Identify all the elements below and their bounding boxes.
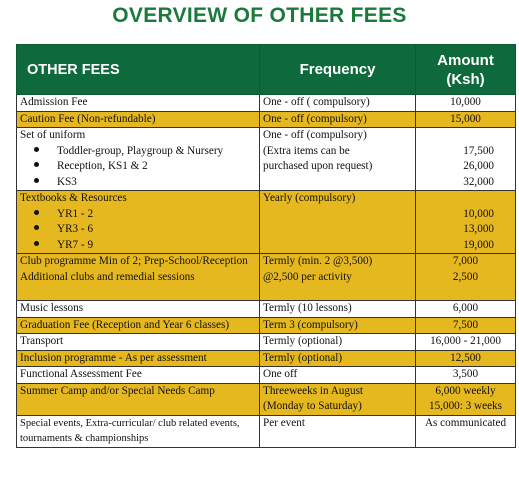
fee-frequency: Termly (optional) [260,350,416,367]
table-row-admission [17,95,516,112]
header-frequency: Frequency [260,45,416,95]
table-row-club [17,254,516,301]
bullet-icon [34,225,39,230]
table-row-functional [17,367,516,384]
header-row [17,45,516,95]
fee-name: Functional Assessment Fee [17,367,260,384]
bullet-icon [34,210,39,215]
fee-name: Admission Fee [17,95,260,112]
fee-frequency: Termly (min. 2 @3,500) [263,255,373,267]
fee-name-cell [17,254,260,301]
fee-amount-cell [416,383,516,415]
fee-amount: 13,000 [463,223,494,235]
fee-name: Music lessons [17,301,260,318]
fee-frequency: Termly (optional) [260,334,416,351]
fee-amount-cell [416,254,516,301]
fee-amount: 6,000 [416,301,516,318]
fee-amount: 17,500 [463,144,494,157]
fees-table [16,44,516,448]
fee-amount: 26,000 [463,160,494,172]
page-title: OVERVIEW OF OTHER FEES [112,4,407,27]
header-amount-line1: Amount [437,51,494,69]
table-row-transport [17,334,516,351]
table-row-summer [17,383,516,415]
fee-name: Additional clubs and remedial sessions [20,270,195,283]
fee-amount-cell [416,128,516,191]
fee-frequency: @2,500 per activity [263,270,352,283]
fee-amount: 2,500 [452,270,479,283]
fee-name: tournaments & championships [20,433,149,444]
fee-name: Transport [17,334,260,351]
fee-name: Summer Camp and/or Special Needs Camp [17,383,260,415]
fee-amount: As communicated [416,415,516,447]
fee-frequency-cell [260,254,416,301]
list-item: YR7 - 9 [20,238,256,254]
list-item: KS3 [20,175,256,191]
fee-frequency: Threeweeks in August [263,384,364,397]
table-row-special-events [17,415,516,447]
fee-name-cell [17,415,260,447]
fee-amount: 10,000 [416,95,516,112]
fee-name: Inclusion programme - As per assessment [17,350,260,367]
fee-amount: 10,000 [463,207,494,220]
fee-amount: 12,500 [416,350,516,367]
fee-amount-cell [416,191,516,254]
fee-name: Club programme Min of 2; Prep-School/Reception [20,255,248,267]
list-item: YR1 - 2 [20,207,256,223]
table-row-textbooks [17,191,516,254]
fee-frequency-note: purchased upon request) [263,160,373,172]
fee-frequency: Termly (10 lessons) [260,301,416,318]
fee-frequency: Yearly (compulsory) [260,191,416,254]
fee-frequency-cell [260,128,416,191]
fee-name: Set of uniform [20,129,86,141]
fee-frequency: One off [260,367,416,384]
fee-amount: 32,000 [463,175,494,188]
fee-frequency-cell [260,383,416,415]
list-item: Toddler-group, Playgroup & Nursery [20,144,256,160]
fee-amount: 16,000 - 21,000 [416,334,516,351]
fee-amount: 19,000 [463,238,494,251]
fee-frequency-note: (Extra items can be [263,144,350,157]
fee-frequency: Term 3 (compulsory) [260,317,416,334]
bullet-icon [34,147,39,152]
fee-amount: 3,500 [416,367,516,384]
fee-name-cell [17,128,260,191]
bullet-icon [34,162,39,167]
table-row-caution [17,111,516,128]
fee-name: Caution Fee (Non-refundable) [17,111,260,128]
header-other-fees: OTHER FEES [17,45,260,95]
header-amount-line2: (Ksh) [446,70,485,88]
fee-amount: 6,000 weekly [435,384,496,397]
fee-name-cell [17,191,260,254]
fee-name: Special events, Extra-curricular/ club related events, [20,417,240,429]
fee-amount: 7,500 [416,317,516,334]
bullet-icon [34,178,39,183]
fee-frequency: One - off (compulsory) [263,129,367,141]
bullet-icon [34,241,39,246]
fee-frequency: One - off ( compulsory) [260,95,416,112]
fee-frequency: Per event [260,415,416,447]
table-row-inclusion [17,350,516,367]
table-row-music [17,301,516,318]
fee-frequency: (Monday to Saturday) [263,400,362,412]
list-item: Reception, KS1 & 2 [20,159,256,175]
header-amount [416,45,516,95]
table-row-graduation [17,317,516,334]
fee-amount: 7,000 [452,255,479,267]
list-item: YR3 - 6 [20,222,256,238]
fee-name: Graduation Fee (Reception and Year 6 classes) [17,317,260,334]
fee-amount: 15,000: 3 weeks [428,400,503,412]
table-row-uniform [17,128,516,191]
fee-frequency: One - off (compulsory) [260,111,416,128]
fee-amount: 15,000 [416,111,516,128]
fee-name: Textbooks & Resources [20,192,127,204]
